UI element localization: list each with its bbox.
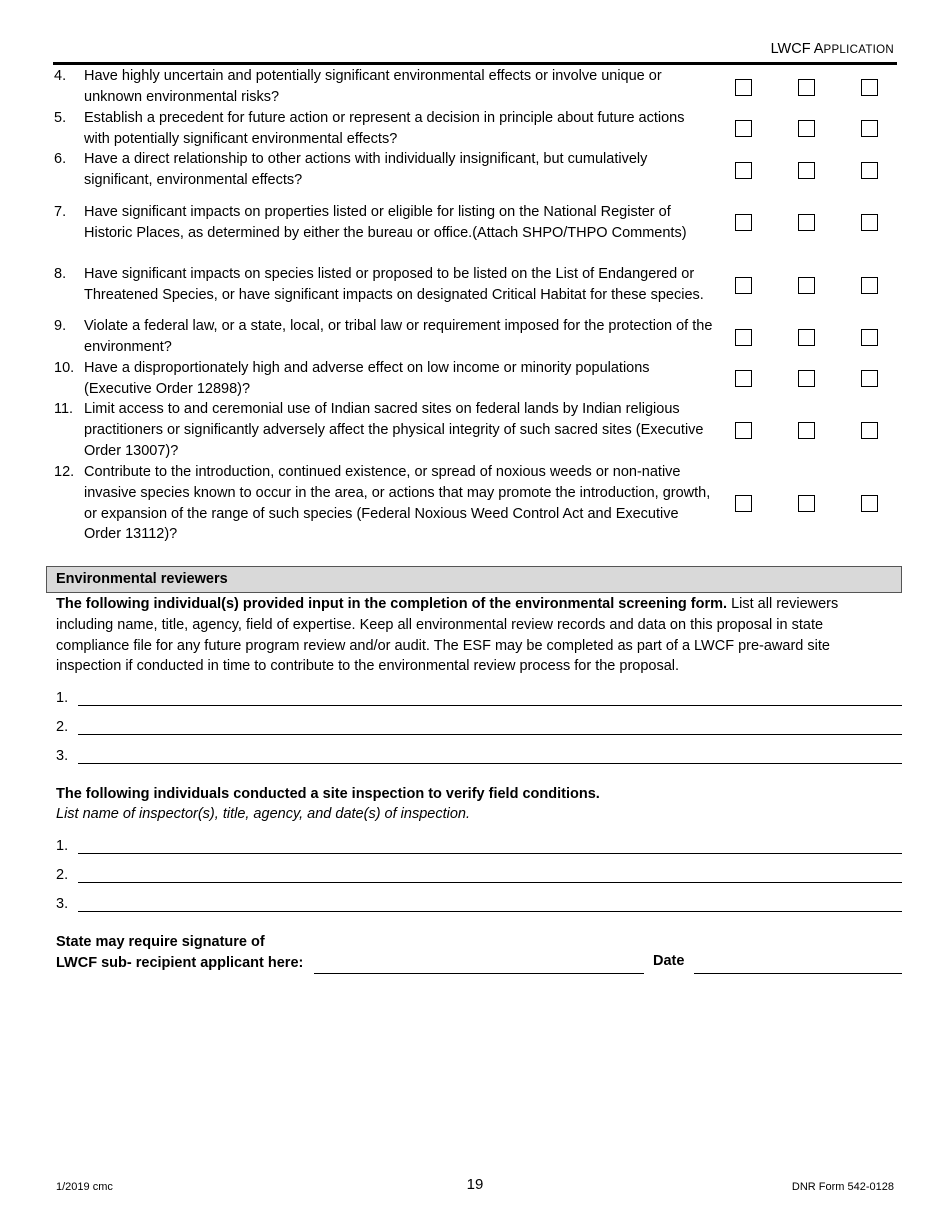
inspector-entry-field[interactable] bbox=[78, 864, 902, 883]
question-text: Have a disproportionately high and adverse effect on low income or minority populations (Executive Order 12898)? bbox=[84, 359, 650, 397]
question-number: 10. bbox=[54, 359, 75, 376]
signature-label-line2: LWCF sub- recipient applicant here: bbox=[56, 955, 304, 971]
environmental-reviewers-heading: Environmental reviewers bbox=[46, 566, 902, 593]
reviewer-entry-field[interactable] bbox=[78, 745, 902, 764]
line-number: 1. bbox=[56, 690, 69, 706]
line-number: 3. bbox=[56, 896, 69, 912]
date-label: Date bbox=[653, 953, 685, 969]
checkbox-yes[interactable] bbox=[735, 120, 752, 137]
question-number: 5. bbox=[54, 109, 67, 126]
checkbox-na[interactable] bbox=[861, 495, 878, 512]
question-text: Violate a federal law, or a state, local, or tribal law or requirement imposed for the protection of the environment? bbox=[84, 318, 713, 355]
checkbox-no[interactable] bbox=[798, 214, 815, 231]
checkbox-na[interactable] bbox=[861, 79, 878, 96]
question-number: 9. bbox=[54, 318, 67, 335]
question-text: Have significant impacts on properties listed or eligible for listing on the National Register of Historic Places, as determined by either the bureau or office.(Attach SHPO/THPO Comments) bbox=[84, 203, 687, 241]
header-rule bbox=[53, 62, 897, 65]
footer-form-number: DNR Form 542-0128 bbox=[791, 1181, 894, 1193]
question-list bbox=[54, 66, 900, 545]
checkbox-yes[interactable] bbox=[735, 329, 752, 346]
question-number: 6. bbox=[54, 151, 67, 168]
checkbox-na[interactable] bbox=[861, 370, 878, 387]
question-number: 12. bbox=[54, 463, 75, 480]
reviewer-line-3 bbox=[56, 745, 902, 764]
footer-revision: 1/2019 cmc bbox=[56, 1181, 113, 1193]
reviewers-instructions bbox=[56, 594, 896, 677]
question-row bbox=[54, 66, 900, 108]
checkbox-no[interactable] bbox=[798, 329, 815, 346]
question-row bbox=[54, 149, 900, 191]
reviewer-line-1 bbox=[56, 687, 902, 706]
header-title-first: LWCF A bbox=[770, 41, 824, 57]
inspector-line-1 bbox=[56, 835, 902, 854]
checkbox-yes[interactable] bbox=[735, 277, 752, 294]
question-text: Establish a precedent for future action or represent a decision in principle about future actions with potentially significant environmental effects? bbox=[84, 109, 685, 147]
checkbox-yes[interactable] bbox=[735, 162, 752, 179]
line-number: 3. bbox=[56, 748, 69, 764]
question-number: 7. bbox=[54, 203, 67, 220]
reviewer-entry-field[interactable] bbox=[78, 687, 902, 706]
question-row bbox=[54, 358, 900, 399]
inspector-entry-field[interactable] bbox=[78, 893, 902, 912]
signature-label-line1: State may require signature of bbox=[56, 934, 265, 950]
date-field[interactable] bbox=[694, 955, 902, 974]
checkbox-na[interactable] bbox=[861, 214, 878, 231]
header-title-rest: PPLICATION bbox=[823, 44, 894, 56]
question-number: 4. bbox=[54, 68, 67, 85]
question-text: Have highly uncertain and potentially significant environmental effects or involve unique or unknown environmental risks? bbox=[84, 68, 662, 105]
checkbox-yes[interactable] bbox=[735, 79, 752, 96]
checkbox-no[interactable] bbox=[798, 370, 815, 387]
signature-field[interactable] bbox=[314, 955, 644, 974]
question-row bbox=[54, 316, 900, 358]
question-text: Have significant impacts on species listed or proposed to be listed on the List of Endangered or Threatened Species, or have significant impacts on designated Critical Habitat for these species. bbox=[84, 266, 704, 303]
checkbox-na[interactable] bbox=[861, 162, 878, 179]
checkbox-yes[interactable] bbox=[735, 214, 752, 231]
reviewers-instructions-text: List all reviewers including name, title, agency, field of expertise. Keep all environmental review records and data on this proposal in state compliance file for any future program review and/or audit. The ESF may be completed as part of a LWCF pre-award site inspection if conducted in time to contribute to the environmental review process for the proposal. bbox=[56, 596, 839, 675]
inspector-line-3 bbox=[56, 893, 902, 912]
page-number: 19 bbox=[466, 1176, 484, 1193]
checkbox-yes[interactable] bbox=[735, 495, 752, 512]
inspector-line-2 bbox=[56, 864, 902, 883]
question-row bbox=[54, 399, 900, 462]
checkbox-na[interactable] bbox=[861, 120, 878, 137]
reviewer-line-2 bbox=[56, 716, 902, 735]
checkbox-yes[interactable] bbox=[735, 370, 752, 387]
line-number: 1. bbox=[56, 838, 69, 854]
checkbox-no[interactable] bbox=[798, 120, 815, 137]
question-number: 8. bbox=[54, 266, 67, 283]
checkbox-na[interactable] bbox=[861, 329, 878, 346]
question-row bbox=[54, 108, 900, 149]
checkbox-no[interactable] bbox=[798, 162, 815, 179]
signature-label bbox=[56, 932, 303, 974]
site-inspection-heading: The following individuals conducted a site inspection to verify field conditions. bbox=[56, 786, 600, 802]
question-text: Contribute to the introduction, continued existence, or spread of noxious weeds or non-native invasive species known to occur in the area, or actions that may promote the introduction, growth, or expansion of the range of such species (Federal Noxious Weed Control Act and Executive Order 13112)? bbox=[84, 463, 711, 543]
header-title bbox=[771, 41, 894, 57]
question-row bbox=[54, 191, 900, 254]
line-number: 2. bbox=[56, 719, 69, 735]
question-text: Limit access to and ceremonial use of Indian sacred sites on federal lands by Indian religious practitioners or significantly adversely affect the physical integrity of such sacred sites (Executive Order 13007)? bbox=[84, 401, 704, 459]
line-number: 2. bbox=[56, 867, 69, 883]
question-row bbox=[54, 254, 900, 316]
reviewers-instructions-bold: The following individual(s) provided input in the completion of the environmental screening form. bbox=[56, 596, 728, 612]
checkbox-no[interactable] bbox=[798, 79, 815, 96]
inspector-entry-field[interactable] bbox=[78, 835, 902, 854]
question-row bbox=[54, 462, 900, 545]
reviewer-entry-field[interactable] bbox=[78, 716, 902, 735]
site-inspection-note: List name of inspector(s), title, agency, and date(s) of inspection. bbox=[56, 806, 470, 822]
checkbox-no[interactable] bbox=[798, 422, 815, 439]
checkbox-no[interactable] bbox=[798, 495, 815, 512]
question-number: 11. bbox=[54, 401, 74, 418]
checkbox-na[interactable] bbox=[861, 277, 878, 294]
question-text: Have a direct relationship to other actions with individually insignificant, but cumulatively significant, environmental effects? bbox=[84, 151, 648, 188]
checkbox-na[interactable] bbox=[861, 422, 878, 439]
checkbox-yes[interactable] bbox=[735, 422, 752, 439]
checkbox-no[interactable] bbox=[798, 277, 815, 294]
